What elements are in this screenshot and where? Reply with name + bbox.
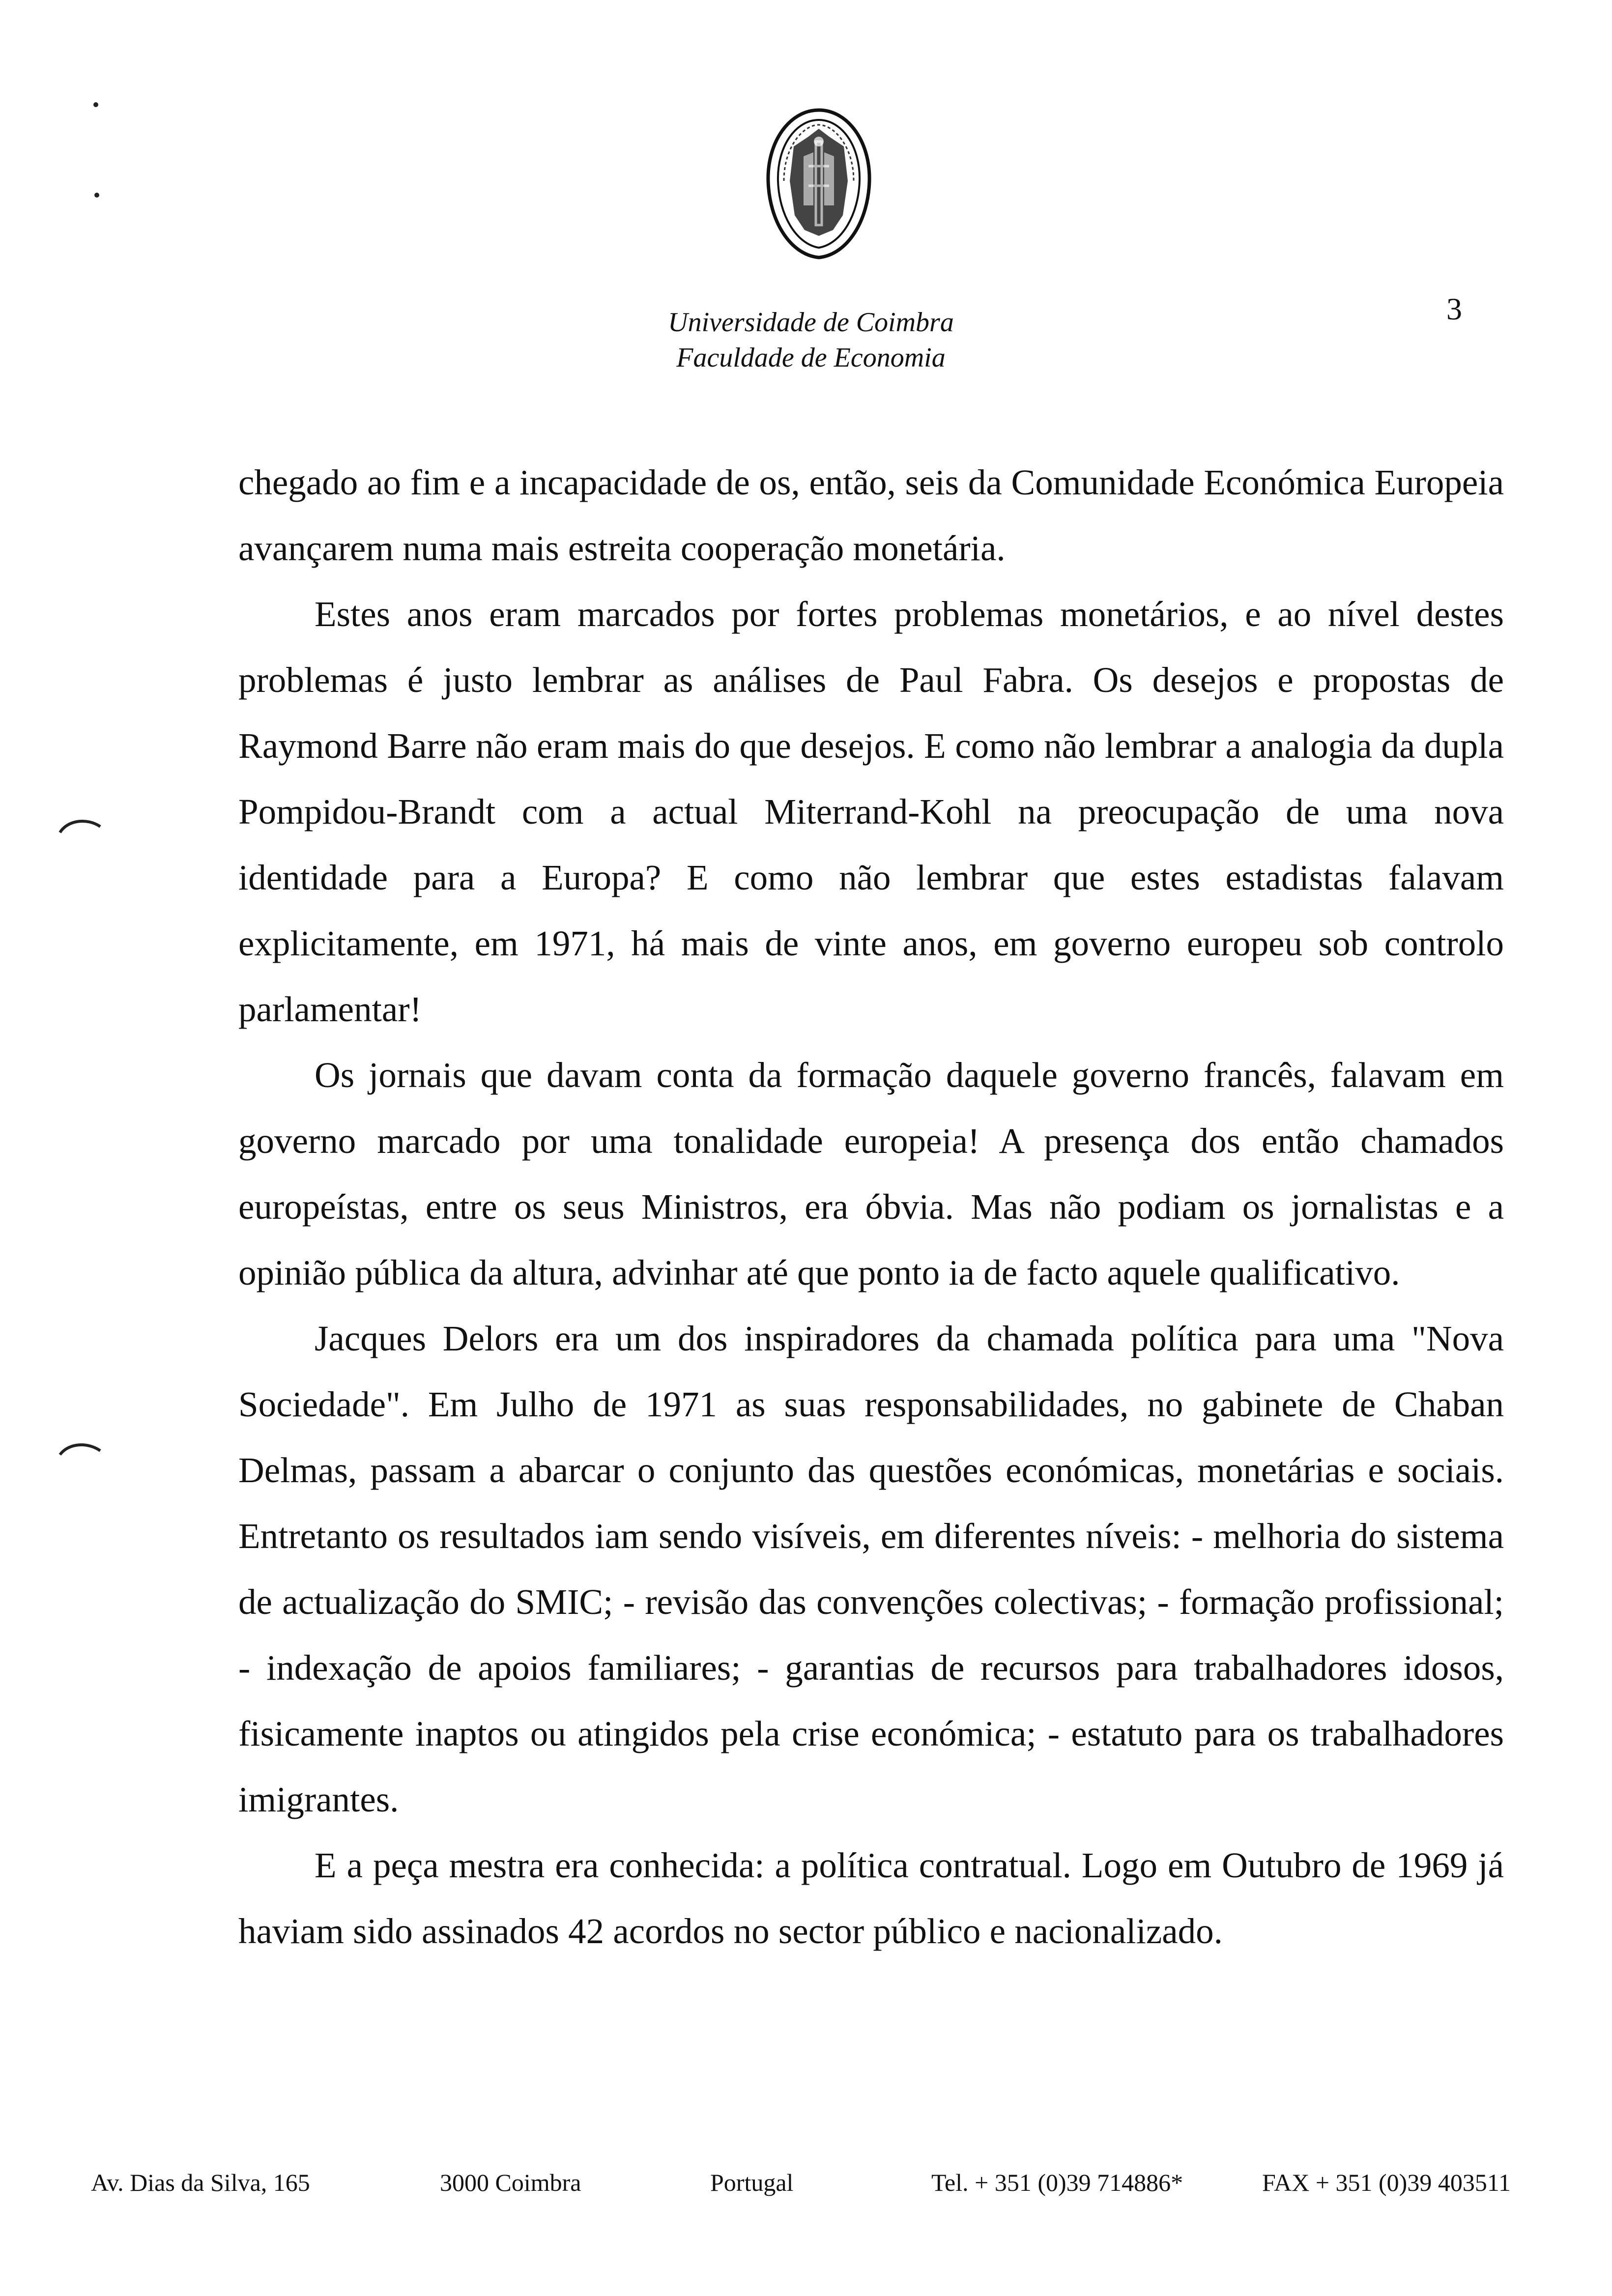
page-number: 3 xyxy=(1446,291,1462,326)
institution-name: Universidade de Coimbra xyxy=(668,307,954,338)
footer-address: Av. Dias da Silva, 165 xyxy=(91,2169,310,2196)
paragraph: Jacques Delors era um dos inspiradores da chamada política para uma "Nova Sociedade". Em Julho de 1971 as suas responsabilidades, no gabinete de Chaban Delmas, passam a abarcar o conjunto das questões económicas, monetárias e sociais. Entretanto os resultados iam sendo visíveis, em diferentes níveis: - melhoria do sistema de actualização do SMIC; - revisão das convenções colectivas; - formação profissional; - indexação de apoios familiares; - garantias de recursos para trabalhadores idosos, fisicamente inaptos ou atingidos pela crise económica; - estatuto para os trabalhadores imigrantes. xyxy=(238,1319,1504,1819)
binding-hole-mark xyxy=(58,816,102,835)
faculty-name: Faculdade de Economia xyxy=(676,343,946,373)
paragraph: chegado ao fim e a incapacidade de os, então, seis da Comunidade Económica Europeia avançarem numa mais estreita cooperação monetária. xyxy=(238,462,1504,568)
paragraph: E a peça mestra era conhecida: a política contratual. Logo em Outubro de 1969 já haviam sido assinados 42 acordos no sector público e nacionalizado. xyxy=(238,1845,1504,1951)
letterhead-footer xyxy=(0,2168,1612,2203)
footer-fax: FAX + 351 (0)39 403511 xyxy=(1262,2169,1511,2196)
footer-city: 3000 Coimbra xyxy=(440,2169,581,2196)
scan-dot-mark xyxy=(93,102,98,107)
binding-hole-mark xyxy=(58,1440,102,1460)
university-seal-icon xyxy=(764,107,873,260)
letterhead xyxy=(590,305,1032,375)
document-body xyxy=(238,450,1504,1964)
footer-telephone: Tel. + 351 (0)39 714886* xyxy=(931,2169,1183,2196)
footer-country: Portugal xyxy=(710,2169,794,2196)
paragraph: Os jornais que davam conta da formação daquele governo francês, falavam em governo marcado por uma tonalidade europeia! A presença dos então chamados europeístas, entre os seus Ministros, era óbvia. Mas não podiam os jornalistas e a opinião pública da altura, advinhar até que ponto ia de facto aquele qualificativo. xyxy=(238,1055,1504,1292)
paragraph: Estes anos eram marcados por fortes problemas monetários, e ao nível destes problemas é justo lembrar as análises de Paul Fabra. Os desejos e propostas de Raymond Barre não eram mais do que desejos. E como não lembrar a analogia da dupla Pompidou-Brandt com a actual Miterrand-Kohl na preocupação de uma nova identidade para a Europa? E como não lembrar que estes estadistas falavam explicitamente, em 1971, há mais de vinte anos, em governo europeu sob controlo parlamentar! xyxy=(238,594,1504,1029)
scan-dot-mark xyxy=(94,193,99,198)
